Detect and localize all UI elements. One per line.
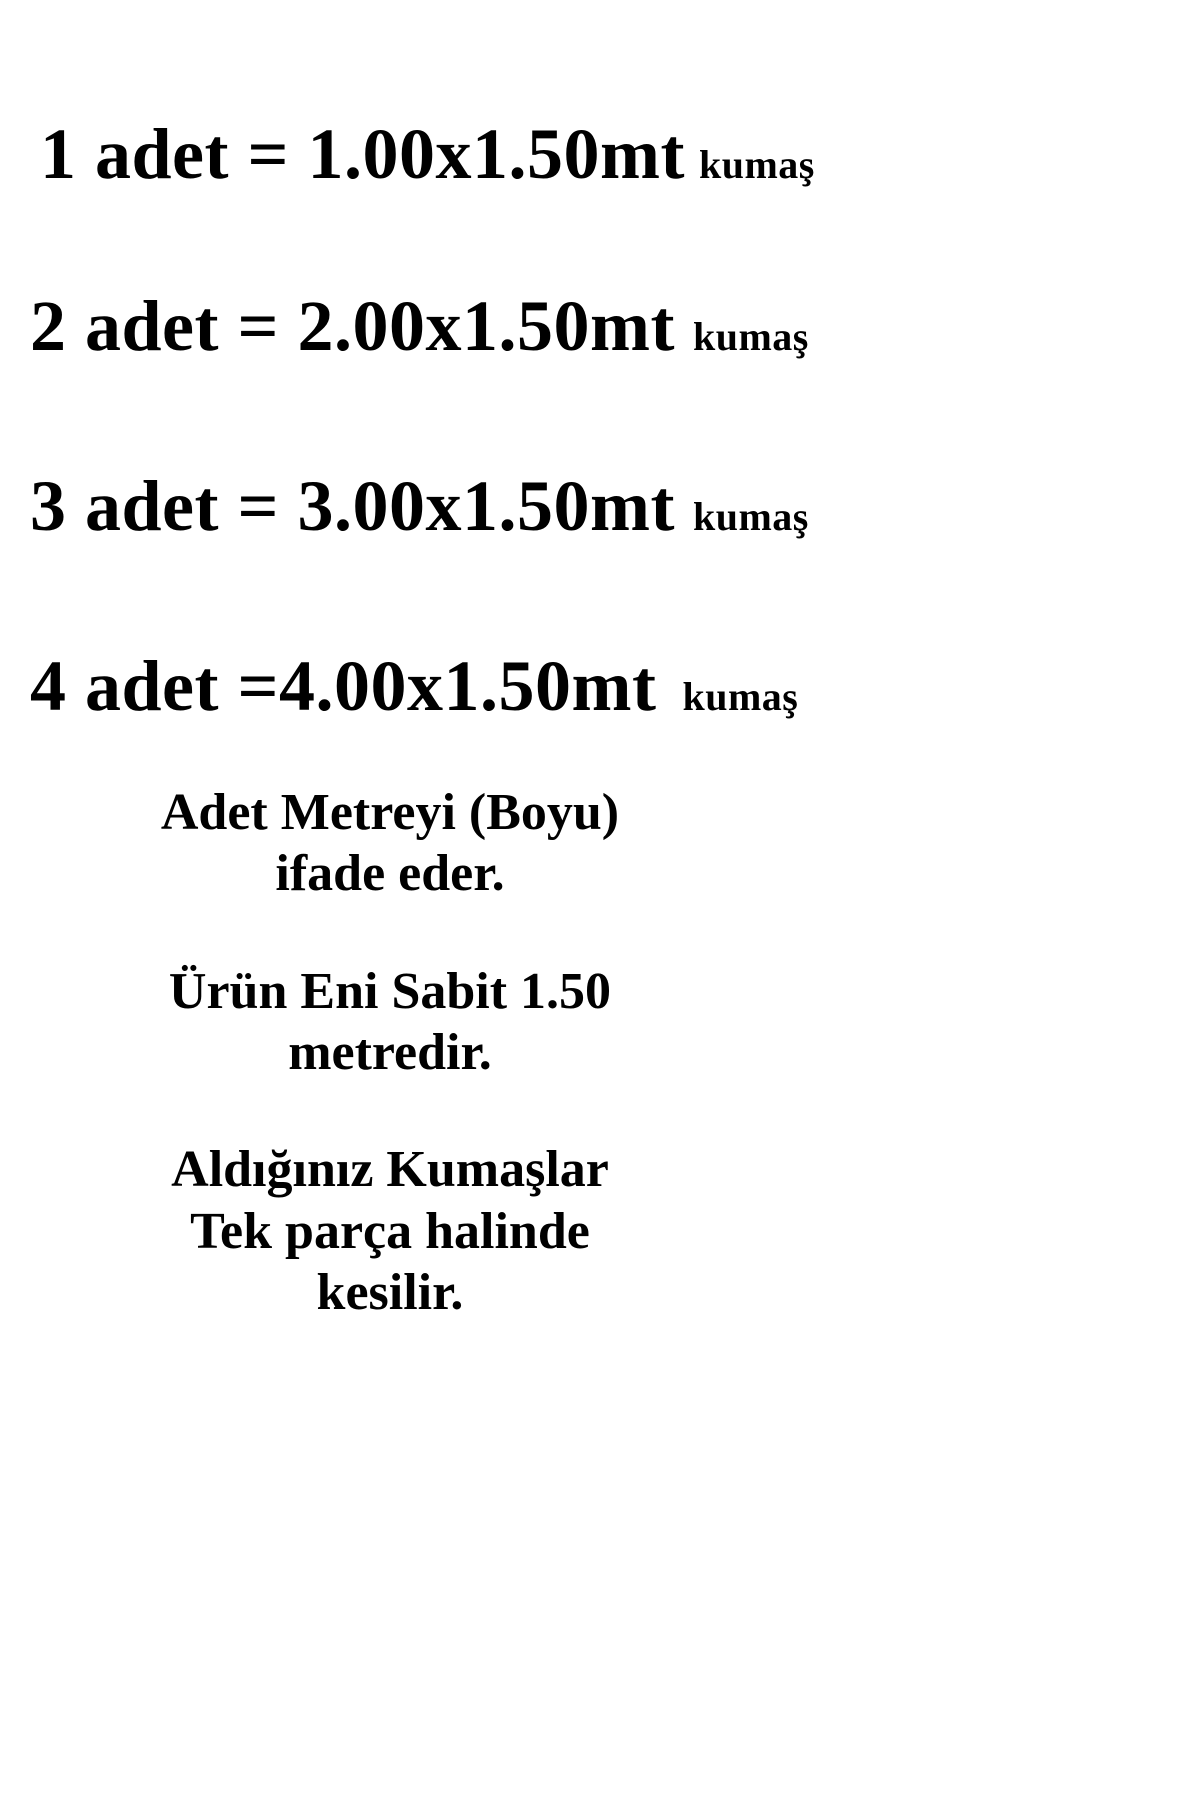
- note-tek-parca: [0, 1139, 780, 1323]
- quantity-line-3-suffix: kumaş: [692, 494, 809, 539]
- notes-block: [0, 782, 1200, 1324]
- note-tek-parca-line-2: Tek parça halinde: [190, 1202, 590, 1260]
- quantity-line-3: [0, 466, 1200, 546]
- quantity-list: [0, 0, 1200, 726]
- note-adet-metre: [0, 782, 780, 905]
- note-tek-parca-line-3: kesilir.: [316, 1264, 464, 1322]
- quantity-line-2: [0, 286, 1200, 366]
- quantity-line-4: [0, 646, 1200, 726]
- quantity-line-1-main: 1 adet = 1.00x1.50mt: [40, 114, 685, 194]
- quantity-line-2-main: 2 adet = 2.00x1.50mt: [30, 286, 675, 366]
- note-adet-metre-line-1: Adet Metreyi (Boyu): [160, 784, 620, 841]
- quantity-line-1: [0, 114, 1200, 194]
- quantity-line-4-main: 4 adet =4.00x1.50mt: [30, 646, 657, 726]
- quantity-line-4-suffix: kumaş: [682, 674, 799, 719]
- note-tek-parca-line-1: Aldığınız Kumaşlar: [171, 1141, 609, 1199]
- note-urun-eni-line-1: Ürün Eni Sabit 1.50: [168, 962, 612, 1020]
- quantity-line-1-suffix: kumaş: [698, 142, 815, 187]
- quantity-line-2-suffix: kumaş: [692, 314, 809, 359]
- note-adet-metre-line-2: ifade eder.: [275, 845, 505, 903]
- note-urun-eni-line-2: metredir.: [288, 1024, 492, 1082]
- quantity-line-3-main: 3 adet = 3.00x1.50mt: [30, 466, 675, 546]
- note-urun-eni: [0, 961, 780, 1084]
